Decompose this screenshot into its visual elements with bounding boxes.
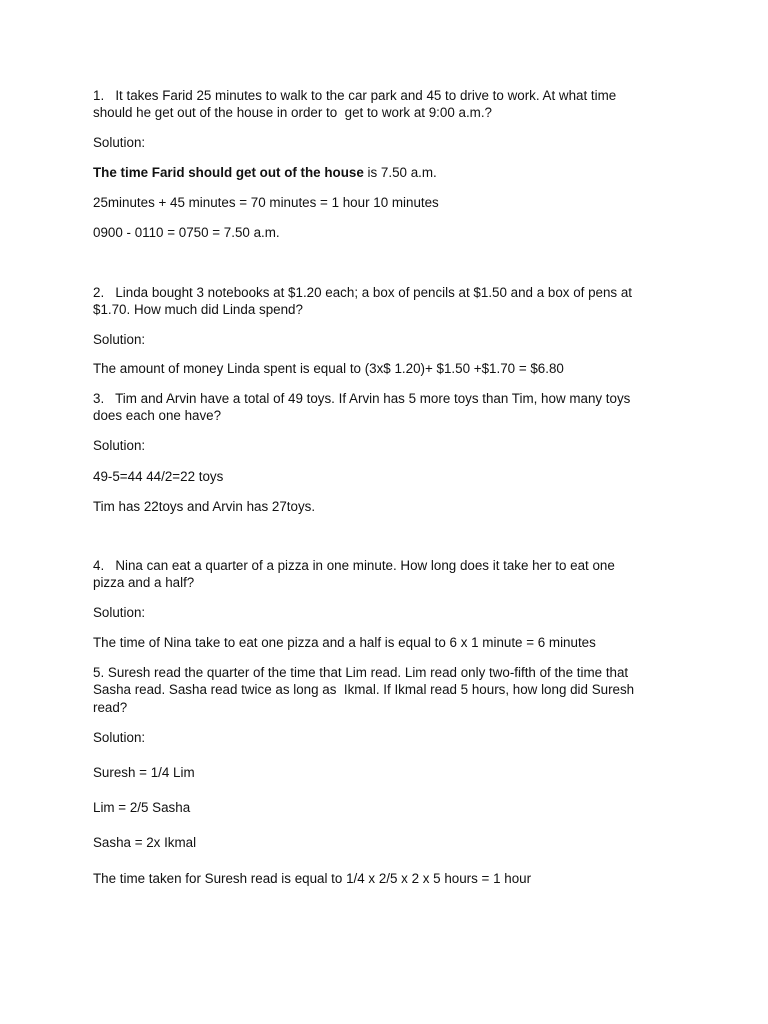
q2-question-line1: 2. Linda bought 3 notebooks at $1.20 each; a box of pencils at $1.50 and a box of pens at: [93, 285, 633, 300]
q4-solution-label: Solution:: [93, 605, 146, 620]
q5-question-line2: Sasha read. Sasha read twice as long as Ikmal. If Ikmal read 5 hours, how long did Suresh: [93, 682, 635, 697]
q3-question-line2: does each one have?: [93, 408, 222, 423]
q2-solution-label: Solution:: [93, 332, 146, 347]
q4-question-line2: pizza and a half?: [93, 575, 195, 590]
q1-work2: 0900 - 0110 = 0750 = 7.50 a.m.: [93, 225, 280, 240]
q2-answer: The amount of money Linda spent is equal to (3x$ 1.20)+ $1.50 +$1.70 = $6.80: [93, 361, 564, 376]
q1-work1: 25minutes + 45 minutes = 70 minutes = 1 hour 10 minutes: [93, 195, 439, 210]
q1-answer-rest: is 7.50 a.m.: [363, 165, 437, 180]
q5-question-line1: 5. Suresh read the quarter of the time that Lim read. Lim read only two-fifth of the time that: [93, 665, 629, 680]
q5-work1: Suresh = 1/4 Lim: [93, 765, 195, 780]
q5-answer: The time taken for Suresh read is equal to 1/4 x 2/5 x 2 x 5 hours = 1 hour: [93, 871, 532, 886]
q3-solution-label: Solution:: [93, 438, 146, 453]
q5-work3: Sasha = 2x Ikmal: [93, 835, 197, 850]
q3-answer: Tim has 22toys and Arvin has 27toys.: [93, 499, 316, 514]
q3-question-line1: 3. Tim and Arvin have a total of 49 toys. If Arvin has 5 more toys than Tim, how many toys: [93, 391, 631, 406]
q1-question-line1: 1. It takes Farid 25 minutes to walk to the car park and 45 to drive to work. At what time: [93, 88, 617, 103]
q5-work2: Lim = 2/5 Sasha: [93, 800, 191, 815]
q5-solution-label: Solution:: [93, 730, 146, 745]
q4-question-line1: 4. Nina can eat a quarter of a pizza in one minute. How long does it take her to eat one: [93, 558, 615, 573]
q1-answer: [93, 164, 683, 181]
q1-answer-bold: The time Farid should get out of the house: [93, 165, 364, 180]
q1-question-line2: should he get out of the house in order to get to work at 9:00 a.m.?: [93, 105, 492, 120]
q1-solution-label: Solution:: [93, 135, 146, 150]
q4-answer: The time of Nina take to eat one pizza and a half is equal to 6 x 1 minute = 6 minutes: [93, 635, 596, 650]
q2-question-line2: $1.70. How much did Linda spend?: [93, 302, 303, 317]
q5-question-line3: read?: [93, 700, 128, 715]
q3-work1: 49-5=44 44/2=22 toys: [93, 469, 224, 484]
